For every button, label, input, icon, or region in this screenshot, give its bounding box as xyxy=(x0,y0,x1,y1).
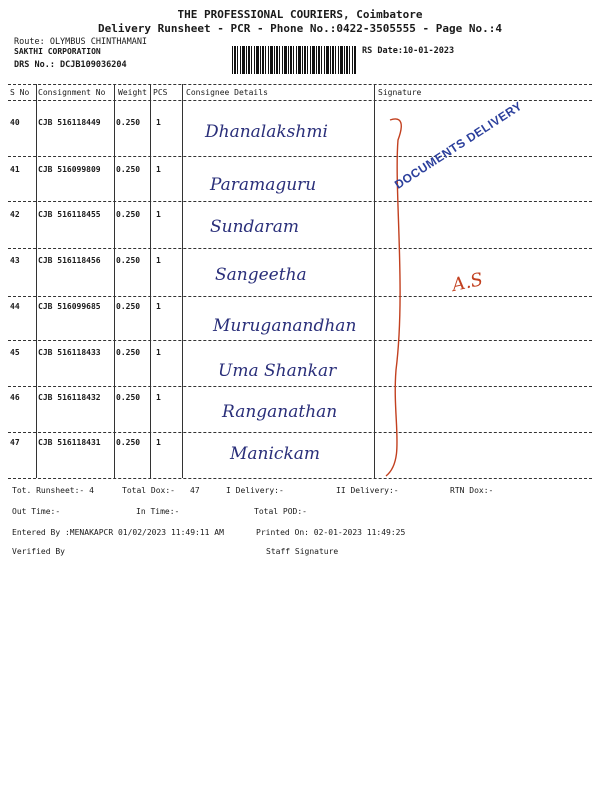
row-sno: 42 xyxy=(10,210,20,219)
row-pcs: 1 xyxy=(156,393,161,402)
consignee-handwritten-name: Manickam xyxy=(230,444,321,464)
divider xyxy=(8,432,592,433)
col-header-signature: Signature xyxy=(378,88,422,97)
consignee-handwritten-name: Dhanalakshmi xyxy=(205,122,328,142)
row-sno: 44 xyxy=(10,302,20,311)
total-pod: Total POD:- xyxy=(254,507,307,516)
rtn-dox: RTN Dox:- xyxy=(450,486,494,495)
rs-date: RS Date:10-01-2023 xyxy=(362,46,455,56)
in-time: In Time:- xyxy=(136,507,180,516)
consignee-handwritten-name: Sangeetha xyxy=(215,265,307,285)
divider xyxy=(8,340,592,341)
divider xyxy=(8,248,592,249)
row-weight: 0.250 xyxy=(116,438,141,447)
row-pcs: 1 xyxy=(156,256,161,265)
divider xyxy=(8,201,592,202)
consignee-handwritten-name: Sundaram xyxy=(210,217,299,237)
row-weight: 0.250 xyxy=(116,393,141,402)
out-time: Out Time:- xyxy=(12,507,61,516)
documents-delivery-stamp: DOCUMENTS DELIVERY xyxy=(392,98,525,192)
row-weight: 0.250 xyxy=(116,302,141,311)
staff-signature: Staff Signature xyxy=(266,547,339,556)
row-pcs: 1 xyxy=(156,302,161,311)
column-rule xyxy=(182,84,183,478)
row-pcs: 1 xyxy=(156,438,161,447)
company-name: SAKTHI CORPORATION xyxy=(14,47,101,56)
divider xyxy=(8,478,592,479)
row-consignment: CJB 516118433 xyxy=(38,348,101,357)
consignee-handwritten-name: Paramaguru xyxy=(210,175,317,195)
consignee-handwritten-name: Ranganathan xyxy=(222,402,338,422)
divider xyxy=(8,386,592,387)
document-title: THE PROFESSIONAL COURIERS, Coimbatore xyxy=(177,8,423,21)
entered-by: Entered By :MENAKAPCR 01/02/2023 11:49:11 AM xyxy=(12,528,224,537)
column-rule xyxy=(114,84,115,478)
col-header-sno: S No xyxy=(10,88,30,97)
row-pcs: 1 xyxy=(156,348,161,357)
row-consignment: CJB 516118431 xyxy=(38,438,101,447)
row-sno: 41 xyxy=(10,165,20,174)
column-rule xyxy=(36,84,37,478)
row-sno: 46 xyxy=(10,393,20,402)
row-sno: 40 xyxy=(10,118,20,127)
divider xyxy=(8,156,592,157)
col-header-consignee: Consignee Details xyxy=(186,88,268,97)
row-pcs: 1 xyxy=(156,210,161,219)
row-weight: 0.250 xyxy=(116,256,141,265)
row-weight: 0.250 xyxy=(116,210,141,219)
row-pcs: 1 xyxy=(156,118,161,127)
document-subtitle: Delivery Runsheet - PCR - Phone No.:0422-3505555 - Page No.:4 xyxy=(98,22,502,35)
row-consignment: CJB 516118432 xyxy=(38,393,101,402)
col-header-consignment: Consignment No xyxy=(38,88,106,97)
row-sno: 43 xyxy=(10,256,20,265)
barcode xyxy=(232,46,356,74)
verified-by: Verified By xyxy=(12,547,65,556)
divider xyxy=(8,296,592,297)
row-weight: 0.250 xyxy=(116,118,141,127)
divider xyxy=(8,100,592,101)
row-weight: 0.250 xyxy=(116,348,141,357)
row-consignment: CJB 516118455 xyxy=(38,210,101,219)
column-rule xyxy=(150,84,151,478)
row-consignment: CJB 516099685 xyxy=(38,302,101,311)
total-dox-label: Total Dox:- xyxy=(122,486,175,495)
column-rule xyxy=(374,84,375,478)
row-sno: 47 xyxy=(10,438,20,447)
ii-delivery: II Delivery:- xyxy=(336,486,399,495)
total-runsheet: Tot. Runsheet:- 4 xyxy=(12,486,94,495)
consignee-handwritten-name: Muruganandhan xyxy=(213,316,357,336)
divider xyxy=(8,84,592,85)
row-consignment: CJB 516118456 xyxy=(38,256,101,265)
i-delivery: I Delivery:- xyxy=(226,486,284,495)
row-consignment: CJB 516118449 xyxy=(38,118,101,127)
initials-signature: A.S xyxy=(450,269,485,296)
row-weight: 0.250 xyxy=(116,165,141,174)
row-sno: 45 xyxy=(10,348,20,357)
col-header-pcs: PCS xyxy=(153,88,168,97)
col-header-weight: Weight xyxy=(118,88,147,97)
consignee-handwritten-name: Uma Shankar xyxy=(218,361,337,381)
row-consignment: CJB 516099809 xyxy=(38,165,101,174)
drs-number: DRS No.: DCJB109036204 xyxy=(14,60,127,70)
printed-on: Printed On: 02-01-2023 11:49:25 xyxy=(256,528,406,537)
route-label: Route: OLYMBUS CHINTHAMANI xyxy=(14,37,148,47)
row-pcs: 1 xyxy=(156,165,161,174)
total-dox-value: 47 xyxy=(190,486,200,495)
